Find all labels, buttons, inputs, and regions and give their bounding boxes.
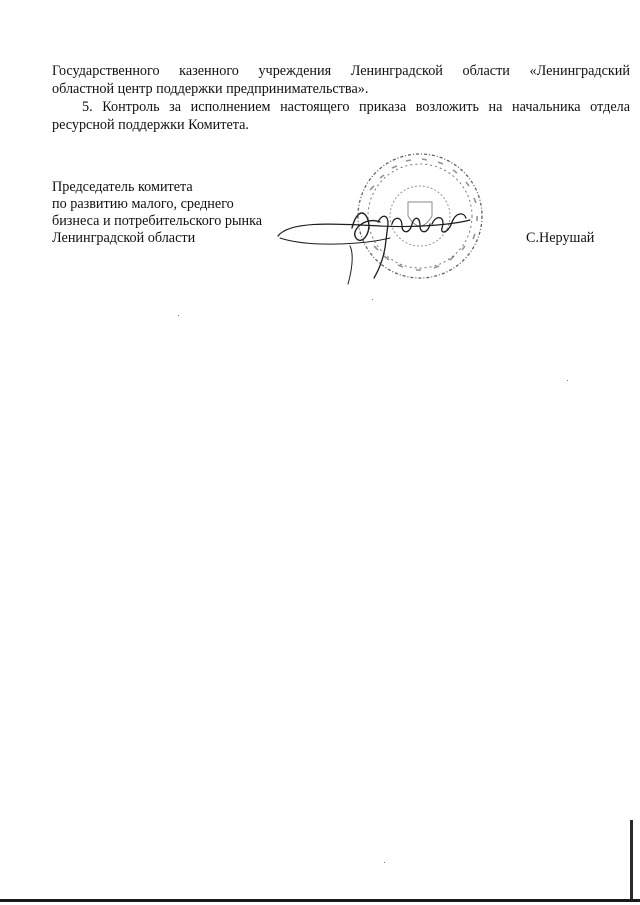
scan-bottom-edge	[0, 899, 640, 902]
paragraph-line: Государственного казенного учреждения Ленинградской области «Ленинградский	[52, 63, 630, 79]
scan-speck	[372, 299, 373, 300]
scan-speck	[384, 862, 385, 863]
signatory-title-line: Председатель комитета	[52, 179, 193, 195]
signatory-title-line: по развитию малого, среднего	[52, 196, 234, 212]
signatory-title-line: бизнеса и потребительского рынка	[52, 213, 263, 229]
signatory-title-line: Ленинградской области	[52, 230, 196, 246]
scan-speck	[567, 380, 568, 381]
paragraph-continuation	[52, 62, 630, 98]
paragraph-line: ресурсной поддержки Комитета.	[52, 117, 249, 133]
signatory-name: С.Нерушай	[526, 230, 595, 246]
paragraph-line: 5. Контроль за исполнением настоящего приказа возложить на начальника отдела	[82, 99, 630, 115]
paragraph-item-5	[52, 98, 630, 134]
handwritten-signature	[278, 213, 470, 284]
paragraph-line: областной центр поддержки предпринимательства».	[52, 81, 369, 97]
scan-edge-shadow	[630, 820, 633, 900]
scan-speck	[178, 315, 179, 316]
seal-stamp-icon	[358, 154, 482, 278]
seal-and-signature	[270, 150, 500, 300]
signatory-title	[52, 179, 262, 247]
